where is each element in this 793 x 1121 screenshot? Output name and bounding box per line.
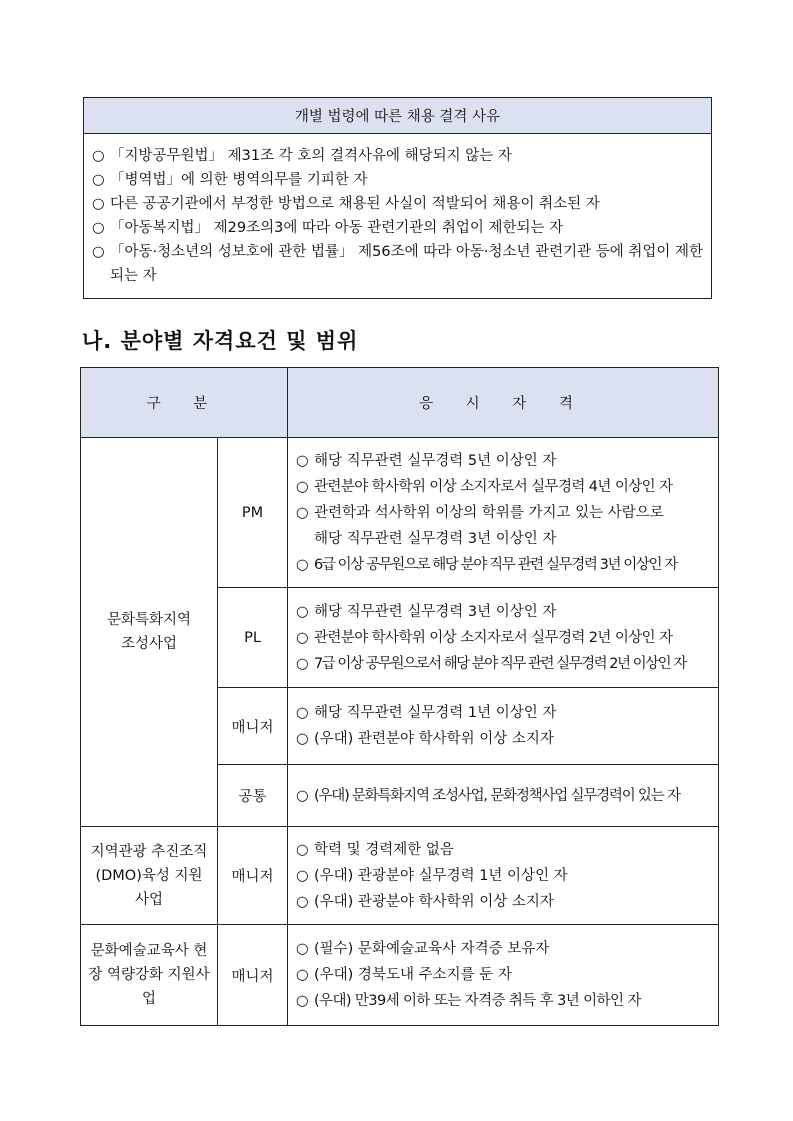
header-requirement: 응 시 자 격 bbox=[288, 368, 719, 438]
qualification-table bbox=[80, 367, 719, 1026]
disqualification-box bbox=[83, 97, 712, 299]
circle-bullet-icon: ○ bbox=[296, 893, 309, 910]
table-header-row bbox=[81, 368, 719, 438]
role-cell: 매니저 bbox=[218, 827, 288, 925]
table-row bbox=[81, 925, 719, 1026]
header-category: 구 분 bbox=[81, 368, 288, 438]
requirement-cell: ○ (우대) 문화특화지역 조성사업, 문화정책사업 실무경력이 있는 자 bbox=[288, 765, 719, 827]
circle-bullet-icon: ○ bbox=[296, 556, 309, 573]
circle-bullet-icon: ○ bbox=[296, 941, 309, 957]
circle-bullet-icon: ○ bbox=[296, 705, 309, 721]
circle-bullet-icon: ○ bbox=[296, 867, 309, 884]
role-cell: PM bbox=[218, 438, 288, 588]
circle-bullet-icon: ○ bbox=[296, 731, 309, 747]
circle-bullet-icon: ○ bbox=[92, 148, 105, 164]
circle-bullet-icon: ○ bbox=[92, 172, 105, 188]
circle-bullet-icon: ○ bbox=[296, 478, 309, 495]
table-row bbox=[81, 438, 719, 588]
list-item: ○ 「아동·청소년의 성보호에 관한 법률」 제56조에 따라 아동·청소년 관련기관 등에 취업이 제한되는 자 bbox=[92, 240, 703, 288]
category-cell: 문화특화지역 조성사업 bbox=[81, 438, 218, 827]
disqualification-box-title: 개별 법령에 따른 채용 결격 사유 bbox=[84, 98, 711, 134]
role-cell: 공통 bbox=[218, 765, 288, 827]
circle-bullet-icon: ○ bbox=[296, 603, 309, 620]
requirement-cell: ○ 해당 직무관련 실무경력 3년 이상인 자 ○ 관련분야 학사학위 이상 소지자로서 실무경력 2년 이상인 자 ○ 7급 이상 공무원으로서 해당 분야 직무 관련 실무경력 2년 이상인 자 bbox=[288, 588, 719, 688]
disqualification-list bbox=[84, 134, 711, 288]
table-row bbox=[81, 827, 719, 925]
list-item: ○ 「아동복지법」 제29조의3에 따라 아동 관련기관의 취업이 제한되는 자 bbox=[92, 216, 703, 240]
circle-bullet-icon: ○ bbox=[92, 196, 105, 212]
circle-bullet-icon: ○ bbox=[296, 452, 309, 469]
circle-bullet-icon: ○ bbox=[296, 841, 309, 858]
circle-bullet-icon: ○ bbox=[296, 967, 309, 983]
role-cell: 매니저 bbox=[218, 925, 288, 1026]
circle-bullet-icon: ○ bbox=[296, 787, 309, 804]
category-cell: 문화예술교육사 현장 역량강화 지원사업 bbox=[81, 925, 218, 1026]
circle-bullet-icon: ○ bbox=[296, 504, 309, 521]
circle-bullet-icon: ○ bbox=[296, 993, 309, 1009]
list-item: ○ 「지방공무원법」 제31조 각 호의 결격사유에 해당되지 않는 자 bbox=[92, 144, 703, 168]
requirement-cell: ○ (필수) 문화예술교육사 자격증 보유자 ○ (우대) 경북도내 주소지를 둔 자 ○ (우대) 만39세 이하 또는 자격증 취득 후 3년 이하인 자 bbox=[288, 925, 719, 1026]
role-cell: PL bbox=[218, 588, 288, 688]
requirement-cell: ○ 학력 및 경력제한 없음 ○ (우대) 관광분야 실무경력 1년 이상인 자 ○ (우대) 관광분야 학사학위 이상 소지자 bbox=[288, 827, 719, 925]
section-title: 나. 분야별 자격요건 및 범위 bbox=[82, 329, 359, 353]
circle-bullet-icon: ○ bbox=[296, 629, 309, 646]
role-cell: 매니저 bbox=[218, 688, 288, 765]
circle-bullet-icon: ○ bbox=[92, 220, 105, 236]
list-item: ○ 다른 공공기관에서 부정한 방법으로 채용된 사실이 적발되어 채용이 취소된 자 bbox=[92, 192, 703, 216]
circle-bullet-icon: ○ bbox=[296, 655, 309, 672]
requirement-cell: ○ 해당 직무관련 실무경력 1년 이상인 자 ○ (우대) 관련분야 학사학위 이상 소지자 bbox=[288, 688, 719, 765]
category-cell: 지역관광 추진조직 (DMO)육성 지원사업 bbox=[81, 827, 218, 925]
circle-bullet-icon: ○ bbox=[92, 244, 105, 260]
list-item: ○ 「병역법」에 의한 병역의무를 기피한 자 bbox=[92, 168, 703, 192]
requirement-cell: ○ 해당 직무관련 실무경력 5년 이상인 자 ○ 관련분야 학사학위 이상 소지자로서 실무경력 4년 이상인 자 ○ 관련학과 석사학위 이상의 학위를 가지고 있는 사람으로 해당 직무관련 실무경력 3년 이상인 자 ○ 6급 이상 공무원으로 해당 분야 직무 관련 실무경력 3년 이상인 자 bbox=[288, 438, 719, 588]
